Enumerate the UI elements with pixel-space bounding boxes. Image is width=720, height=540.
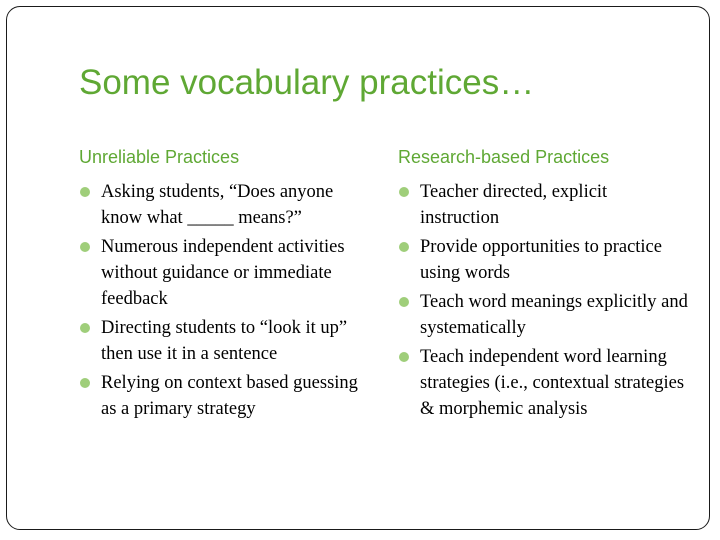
list-item-text: Asking students, “Does anyone know what _____ means?” bbox=[101, 182, 334, 228]
research-based-practices-list bbox=[398, 179, 688, 422]
list-item-text: Teach independent word learning strategies (i.e., contextual strategies & morphemic analysis bbox=[420, 347, 685, 419]
bullet-dot-icon bbox=[399, 242, 409, 252]
bullet-dot-icon bbox=[399, 297, 409, 307]
list-item-text: Directing students to “look it up” then use it in a sentence bbox=[101, 318, 348, 364]
bullet-dot-icon bbox=[80, 378, 90, 388]
list-item-text: Teacher directed, explicit instruction bbox=[420, 182, 608, 228]
list-item-text: Provide opportunities to practice using words bbox=[420, 237, 662, 283]
column-heading-research-based: Research-based Practices bbox=[398, 147, 610, 167]
list-item bbox=[79, 179, 369, 231]
list-item bbox=[398, 179, 688, 231]
bullet-dot-icon bbox=[80, 323, 90, 333]
unreliable-practices-list bbox=[79, 179, 369, 422]
list-item bbox=[79, 234, 369, 312]
list-item bbox=[398, 344, 688, 422]
bullet-dot-icon bbox=[399, 352, 409, 362]
list-item-text: Numerous independent activities without guidance or immediate feedback bbox=[101, 237, 345, 309]
research-based-practices-column bbox=[398, 146, 688, 425]
list-item bbox=[79, 370, 369, 422]
bullet-dot-icon bbox=[80, 187, 90, 197]
column-heading-unreliable: Unreliable Practices bbox=[79, 147, 240, 167]
bullet-dot-icon bbox=[80, 242, 90, 252]
list-item-text: Relying on context based guessing as a primary strategy bbox=[101, 373, 358, 419]
slide-title: Some vocabulary practices… bbox=[79, 63, 535, 102]
unreliable-practices-column bbox=[79, 146, 369, 425]
list-item-text: Teach word meanings explicitly and systematically bbox=[420, 292, 688, 338]
list-item bbox=[79, 315, 369, 367]
bullet-dot-icon bbox=[399, 187, 409, 197]
list-item bbox=[398, 289, 688, 341]
list-item bbox=[398, 234, 688, 286]
